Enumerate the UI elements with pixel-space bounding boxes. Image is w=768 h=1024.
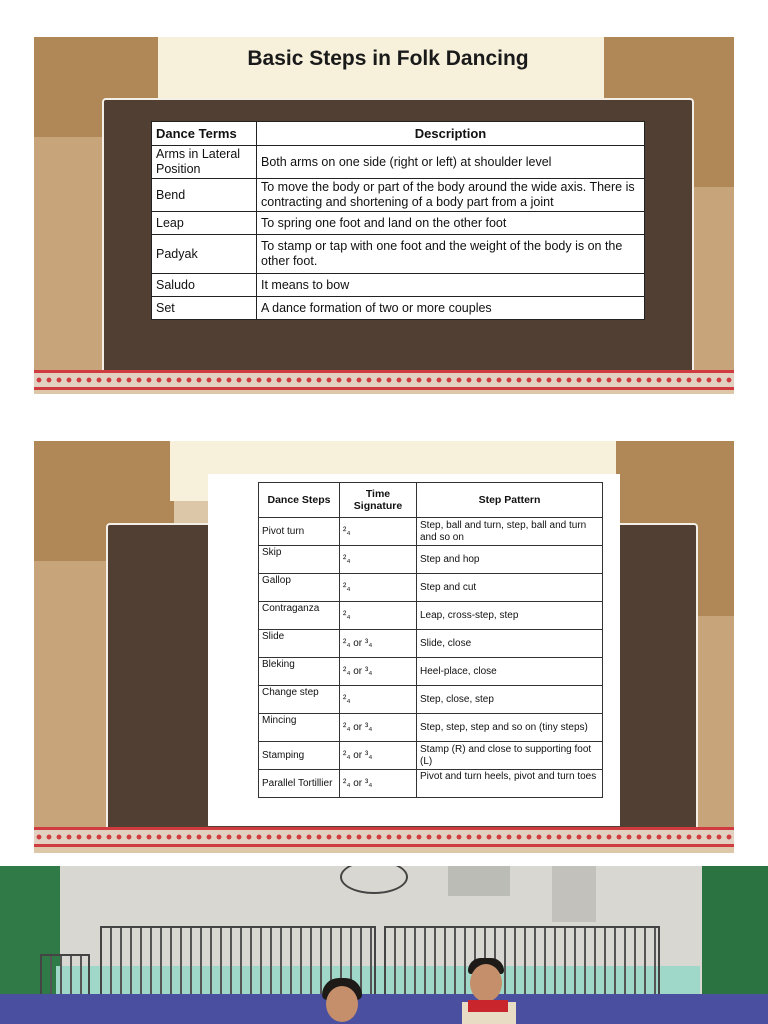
table-header-row xyxy=(259,483,603,518)
table-row xyxy=(152,212,645,235)
barrier-fence xyxy=(384,926,660,1000)
time-cell: ²₄ xyxy=(340,546,417,574)
slide-dance-steps xyxy=(34,441,734,853)
table-row xyxy=(152,179,645,212)
pattern-cell: Leap, cross-step, step xyxy=(417,602,603,630)
header-dance-terms: Dance Terms xyxy=(152,122,257,146)
dancers-photo xyxy=(0,866,768,1024)
step-cell: Mincing xyxy=(259,714,340,742)
decorative-stripe xyxy=(34,827,734,847)
dance-steps-table xyxy=(258,482,603,798)
time-cell: ²₄ xyxy=(340,602,417,630)
pattern-cell: Heel-place, close xyxy=(417,658,603,686)
table-row xyxy=(259,742,603,770)
description-cell: Both arms on one side (right or left) at shoulder level xyxy=(257,146,645,179)
pattern-cell: Step and hop xyxy=(417,546,603,574)
pattern-cell: Pivot and turn heels, pivot and turn toes xyxy=(417,770,603,798)
slide-title: Basic Steps in Folk Dancing xyxy=(247,47,529,70)
step-cell: Bleking xyxy=(259,658,340,686)
step-cell: Stamping xyxy=(259,742,340,770)
table-row xyxy=(259,770,603,798)
description-cell: A dance formation of two or more couples xyxy=(257,297,645,320)
pattern-cell: Slide, close xyxy=(417,630,603,658)
description-cell: To move the body or part of the body around the wide axis. There is contracting and shortening of a body part from a joint xyxy=(257,179,645,212)
step-cell: Change step xyxy=(259,686,340,714)
time-cell: ²₄ or ³₄ xyxy=(340,630,417,658)
pattern-cell: Step and cut xyxy=(417,574,603,602)
header-step-pattern: Step Pattern xyxy=(417,483,603,518)
time-cell: ²₄ or ³₄ xyxy=(340,714,417,742)
table-row xyxy=(152,297,645,320)
pattern-cell: Step, close, step xyxy=(417,686,603,714)
time-cell: ²₄ xyxy=(340,574,417,602)
description-cell: To spring one foot and land on the other foot xyxy=(257,212,645,235)
table-row xyxy=(259,630,603,658)
table-row xyxy=(259,546,603,574)
blue-floor-mat xyxy=(0,994,768,1024)
time-cell: ²₄ or ³₄ xyxy=(340,658,417,686)
pattern-cell: Step, step, step and so on (tiny steps) xyxy=(417,714,603,742)
term-cell: Arms in Lateral Position xyxy=(152,146,257,179)
table-row xyxy=(152,235,645,274)
dancer-right xyxy=(462,958,522,1024)
step-cell: Contraganza xyxy=(259,602,340,630)
time-cell: ²₄ or ³₄ xyxy=(340,770,417,798)
slide-basic-steps xyxy=(34,37,734,394)
dance-terms-table xyxy=(151,121,645,320)
table-row xyxy=(259,658,603,686)
time-cell: ²₄ xyxy=(340,518,417,546)
description-cell: To stamp or tap with one foot and the weight of the body is on the other foot. xyxy=(257,235,645,274)
time-cell: ²₄ or ³₄ xyxy=(340,742,417,770)
pattern-cell: Stamp (R) and close to supporting foot (L) xyxy=(417,742,603,770)
header-description: Description xyxy=(257,122,645,146)
steps-sheet xyxy=(208,474,620,826)
table-row xyxy=(152,146,645,179)
step-cell: Slide xyxy=(259,630,340,658)
table-row xyxy=(259,574,603,602)
term-cell: Leap xyxy=(152,212,257,235)
time-cell: ²₄ xyxy=(340,686,417,714)
wall-vent xyxy=(448,866,510,896)
step-cell: Pivot turn xyxy=(259,518,340,546)
step-cell: Gallop xyxy=(259,574,340,602)
table-row xyxy=(259,714,603,742)
description-cell: It means to bow xyxy=(257,274,645,297)
term-cell: Saludo xyxy=(152,274,257,297)
header-dance-steps: Dance Steps xyxy=(259,483,340,518)
decorative-stripe xyxy=(34,370,734,390)
table-row xyxy=(259,518,603,546)
term-cell: Padyak xyxy=(152,235,257,274)
dancer-left xyxy=(318,978,366,1024)
term-cell: Set xyxy=(152,297,257,320)
table-header-row xyxy=(152,122,645,146)
table-row xyxy=(259,686,603,714)
pattern-cell: Step, ball and turn, step, ball and turn and so on xyxy=(417,518,603,546)
table-row xyxy=(152,274,645,297)
step-cell: Skip xyxy=(259,546,340,574)
table-row xyxy=(259,602,603,630)
wall-pipe xyxy=(552,866,596,922)
step-cell: Parallel Tortillier xyxy=(259,770,340,798)
term-cell: Bend xyxy=(152,179,257,212)
header-time-signature: Time Signature xyxy=(340,483,417,518)
kraft-paper-bottom-left xyxy=(34,561,114,831)
